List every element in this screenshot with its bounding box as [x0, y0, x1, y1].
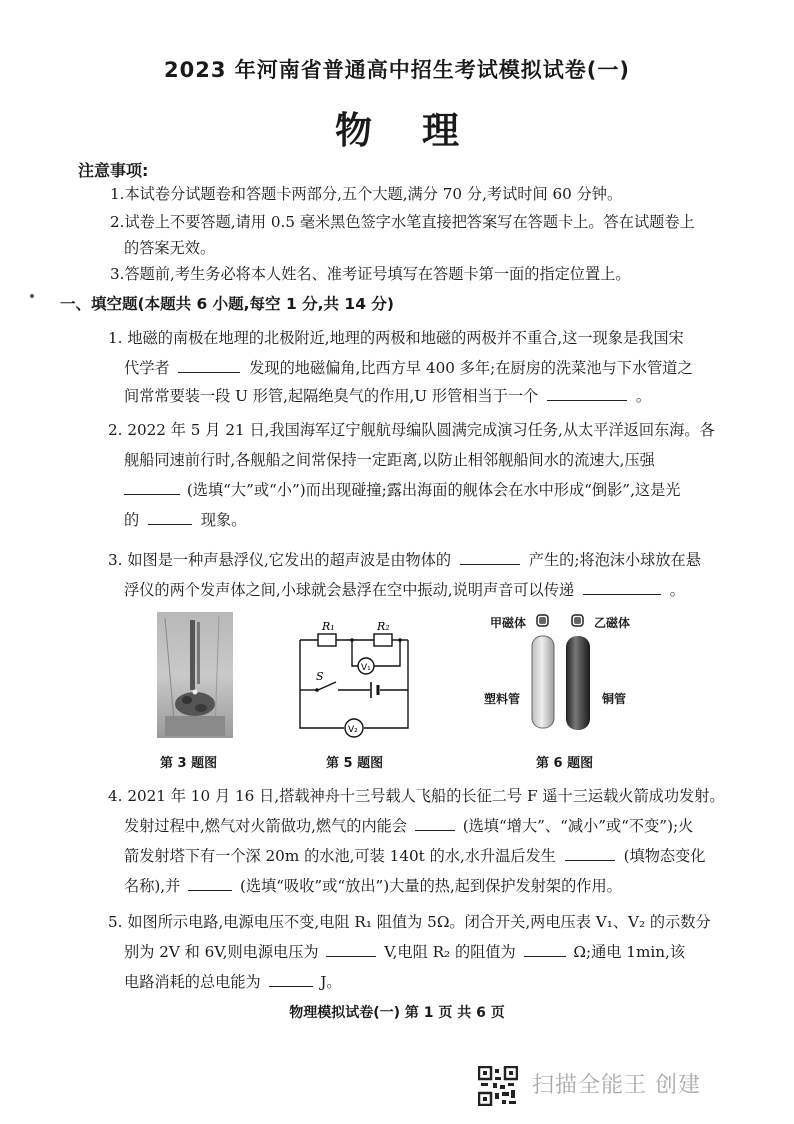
q4-line-4-a: 名称),并 [124, 877, 181, 895]
circuit-label-switch: S [316, 670, 324, 683]
q2-blank-2[interactable] [148, 510, 192, 525]
q5-blank-3[interactable] [269, 972, 313, 987]
note-item-1: 1.本试卷分试题卷和答题卡两部分,五个大题,满分 70 分,考试时间 60 分钟。 [110, 185, 623, 203]
fig3-foam-ball [193, 690, 198, 695]
q1-line-2-b: 发现的地磁偏角,比西方早 400 多年;在厨房的洗菜池与下水管道之 [249, 359, 693, 377]
q3-blank-1[interactable] [460, 550, 520, 565]
q1-line-2-a: 代学者 [124, 359, 170, 377]
exam-title: 2023 年河南省普通高中招生考试模拟试卷(一) [164, 58, 630, 82]
fig3-photo [157, 612, 233, 738]
q3-line-2-a: 浮仪的两个发声体之间,小球就会悬浮在空中振动,说明声音可以传递 [124, 581, 575, 599]
q4-line-2 [124, 812, 693, 840]
note-item-3: 3.答题前,考生务必将本人姓名、准考证号填写在答题卡第一面的指定位置上。 [110, 265, 631, 283]
q1-line-3-a: 间常常要装一段 U 形管,起隔绝臭气的作用,U 形管相当于一个 [124, 387, 539, 405]
q3-blank-2[interactable] [583, 580, 661, 595]
circuit-switch-pivot [315, 688, 319, 692]
q5-line-2-c: Ω;通电 1min,该 [573, 943, 686, 961]
q2-line-4-a: 的 [124, 511, 140, 529]
subject-title: 物理 [335, 109, 509, 152]
q4-line-2-a: 发射过程中,燃气对火箭做功,燃气的内能会 [124, 817, 408, 835]
circuit-label-r1: R₁ [322, 620, 335, 633]
q4-line-4 [124, 872, 622, 900]
q2-line-1: 2. 2022 年 5 月 21 日,我国海军辽宁舰航母编队圆满完成演习任务,从太平洋返回东海。各 [108, 421, 715, 439]
q5-line-3-b: J。 [320, 973, 342, 991]
fig3-emitter-rod [190, 620, 195, 690]
q1-line-2 [124, 354, 693, 382]
q5-line-2-a: 别为 2V 和 6V,则电源电压为 [124, 943, 319, 961]
fig6-caption: 第 6 题图 [536, 756, 594, 771]
circuit-node-2 [398, 638, 402, 642]
q2-line-4 [124, 506, 246, 534]
q3-line-1 [108, 546, 701, 574]
q4-blank-1[interactable] [415, 816, 455, 831]
q5-blank-1[interactable] [326, 942, 376, 957]
q4-blank-3[interactable] [188, 876, 232, 891]
q1-line-1: 1. 地磁的南极在地理的北极附近,地理的两极和地磁的两极并不重合,这一现象是我国宋 [108, 329, 684, 347]
q1-line-3 [124, 382, 651, 410]
page-footer: 物理模拟试卷(一) 第 1 页 共 6 页 [289, 1005, 505, 1021]
q3-line-2-b: 。 [669, 581, 685, 599]
q1-line-3-b: 。 [635, 387, 652, 405]
magnet-a [537, 615, 548, 626]
note-item-2: 2.试卷上不要答题,请用 0.5 毫米黑色签字水笔直接把答案写在答题卡上。答在试题卷上 [110, 213, 695, 231]
fig5-circuit [292, 618, 422, 740]
q5-line-3-a: 电路消耗的总电能为 [124, 973, 261, 991]
fig6-label-magnet-b: 乙磁体 [594, 616, 631, 630]
fig3-base-emitter [175, 692, 215, 716]
circuit-resistor-r2 [374, 634, 392, 646]
q3-line-2 [124, 576, 685, 604]
circuit-label-r2: R₂ [377, 620, 390, 633]
q1-blank-1[interactable] [178, 358, 240, 373]
q5-line-2 [124, 938, 685, 966]
fig3-base-detail-2 [195, 704, 207, 712]
q5-line-2-b: V,电阻 R₂ 的阻值为 [384, 943, 516, 961]
fig3-stand [165, 716, 225, 736]
fig6-label-copper-tube: 铜管 [602, 692, 627, 706]
note-item-2-cont: 的答案无效。 [124, 239, 216, 257]
q5-line-3 [124, 968, 342, 996]
section-1-heading: 一、填空题(本题共 6 小题,每空 1 分,共 14 分) [60, 295, 394, 313]
circuit-wire-left [300, 640, 344, 728]
q2-line-4-b: 现象。 [200, 511, 247, 529]
fig3-emitter-rod-2 [197, 622, 200, 684]
qr-code-icon [478, 1066, 518, 1106]
circuit-resistor-r1 [318, 634, 336, 646]
fig6-label-magnet-a: 甲磁体 [490, 616, 527, 630]
notes-heading: 注意事项: [78, 161, 149, 180]
margin-dot [30, 294, 34, 298]
fig3-base-detail [182, 696, 192, 704]
q4-line-3-a: 箭发射塔下有一个深 20m 的水池,可装 140t 的水,水升温后发生 [124, 847, 556, 865]
q4-line-4-b: (选填“吸收”或“放出”)大量的热,起到保护发射架的作用。 [239, 877, 622, 895]
circuit-switch-blade [318, 682, 336, 690]
fig6-label-plastic-tube: 塑料管 [484, 692, 521, 706]
fig5-caption: 第 5 题图 [326, 756, 384, 771]
q5-blank-2[interactable] [524, 942, 566, 957]
fig3-caption: 第 3 题图 [160, 756, 218, 771]
watermark-text: 扫描全能王 创建 [532, 1073, 701, 1098]
q4-line-3 [124, 842, 705, 870]
plastic-tube [532, 636, 554, 728]
circuit-label-v1: V₁ [361, 663, 371, 673]
q4-line-2-b: (选填“增大”、“减小”或“不变”);火 [462, 817, 694, 835]
q3-line-1-a: 3. 如图是一种声悬浮仪,它发出的超声波是由物体的 [108, 551, 452, 569]
q5-line-1: 5. 如图所示电路,电源电压不变,电阻 R₁ 阻值为 5Ω。闭合开关,两电压表 V₁、V₂ 的示数分 [108, 913, 711, 931]
q2-line-3-b: (选填“大”或“小”)而出现碰撞;露出海面的舰体会在水中形成“倒影”,这是光 [186, 481, 681, 499]
circuit-label-v2: V₂ [348, 725, 358, 735]
q4-line-3-b: (填物态变化 [623, 847, 706, 865]
copper-tube [566, 636, 590, 730]
circuit-v1-wire-left [352, 640, 358, 666]
q1-blank-2[interactable] [547, 386, 627, 401]
q2-line-2: 舰船同速前行时,各舰船之间常保持一定距离,以防止相邻舰船间水的流速大,压强 [124, 451, 655, 469]
q3-line-1-b: 产生的;将泡沫小球放在悬 [528, 551, 701, 569]
q4-line-1: 4. 2021 年 10 月 16 日,搭载神舟十三号载人飞船的长征二号 F 遥十三运载火箭成功发射。 [108, 787, 725, 805]
magnet-b [572, 615, 583, 626]
q2-blank-1[interactable] [124, 480, 180, 495]
circuit-node-1 [350, 638, 354, 642]
fig6-drawing [528, 612, 598, 732]
q2-line-3 [124, 476, 680, 504]
q4-blank-2[interactable] [565, 846, 615, 861]
